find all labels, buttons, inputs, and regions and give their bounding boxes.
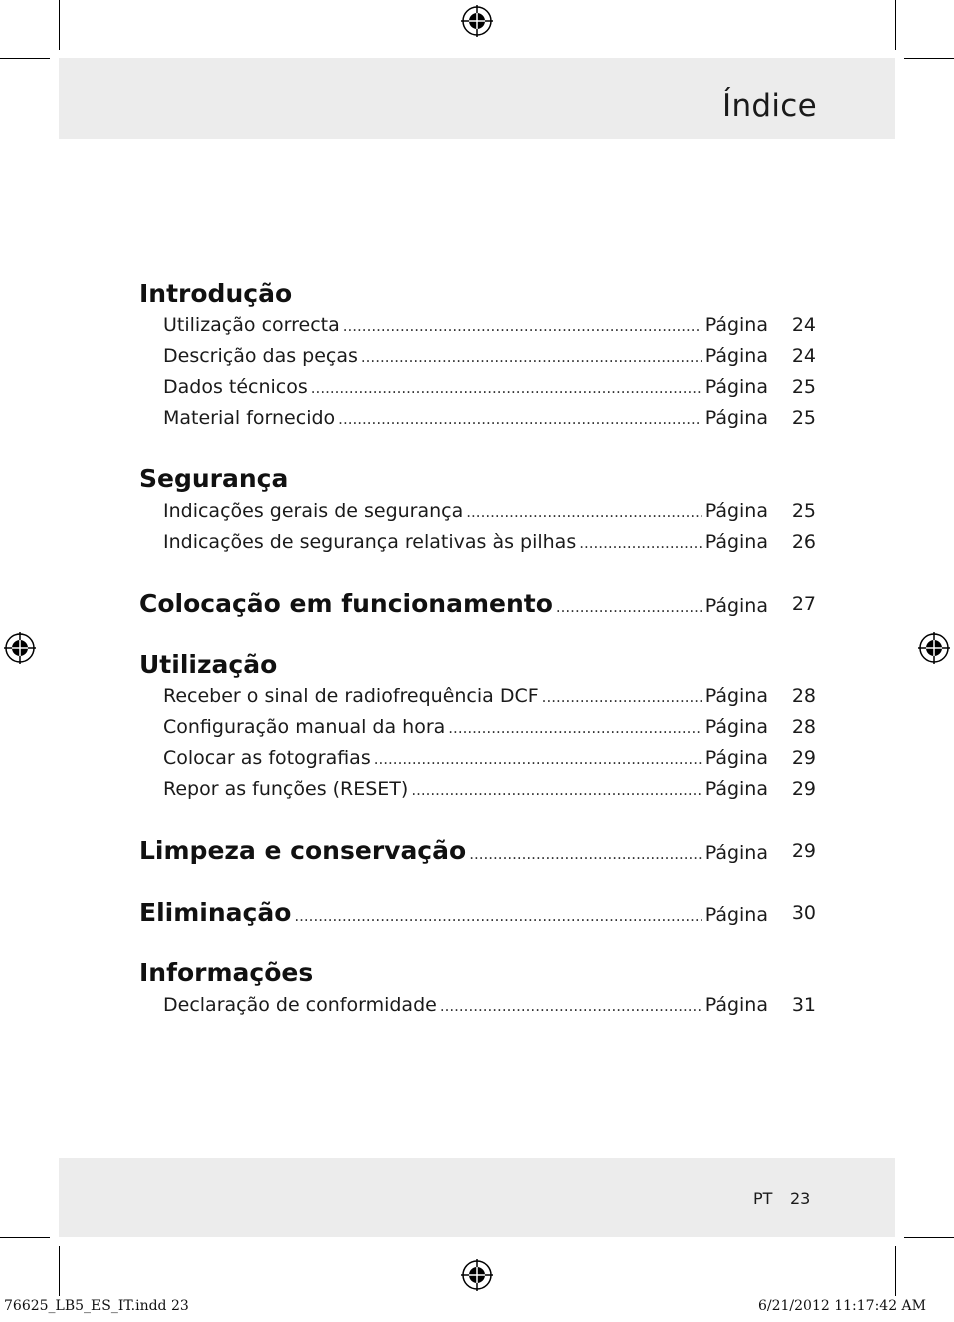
toc-entry-label: Declaração de conformidade (163, 994, 437, 1016)
dot-leader (411, 781, 701, 799)
section-heading-seguranca: Segurança (139, 464, 289, 493)
dot-leader (556, 598, 702, 616)
section-heading-utilizacao: Utilização (139, 650, 278, 679)
page-word: Página (704, 376, 768, 398)
toc-entry[interactable] (163, 716, 768, 742)
page-word: Página (704, 842, 768, 864)
toc-entry[interactable] (163, 778, 768, 804)
dot-leader (466, 503, 701, 521)
toc-entry[interactable] (163, 685, 768, 711)
dot-leader (338, 410, 702, 428)
page-word: Página (704, 994, 768, 1016)
toc-entry-label: Receber o sinal de radiofrequência DCF (163, 685, 539, 707)
toc-entry-label: Dados técnicos (163, 376, 308, 398)
toc-entry[interactable] (163, 500, 768, 526)
toc-entry-label: Colocar as fotografias (163, 747, 371, 769)
page-word: Página (704, 747, 768, 769)
toc-entry[interactable] (163, 531, 768, 557)
toc-page-number: 25 (791, 376, 816, 398)
toc-page-number: 27 (791, 593, 816, 615)
toc-entry[interactable] (163, 747, 768, 773)
section-heading-informacoes: Informações (139, 958, 314, 987)
toc-entry-label: Indicações de segurança relativas às pilhas (163, 531, 577, 553)
toc-entry-eliminacao[interactable] (139, 898, 768, 934)
dot-leader (469, 845, 702, 863)
dot-leader (448, 719, 701, 737)
toc-entry[interactable] (163, 376, 768, 402)
toc-page-number: 25 (791, 407, 816, 429)
page-word: Página (704, 685, 768, 707)
toc-page-number: 25 (791, 500, 816, 522)
print-slug-file: 76625_LB5_ES_IT.indd 23 (4, 1298, 189, 1314)
toc-page-number: 24 (791, 345, 816, 367)
toc-entry[interactable] (163, 407, 768, 433)
toc-page-number: 29 (791, 747, 816, 769)
page-word: Página (704, 314, 768, 336)
page-word: Página (704, 716, 768, 738)
toc-entry[interactable] (163, 345, 768, 371)
dot-leader (361, 348, 702, 366)
toc-page-number: 28 (791, 716, 816, 738)
dot-leader (542, 688, 702, 706)
print-slug-timestamp: 6/21/2012 11:17:42 AM (757, 1298, 926, 1314)
section-heading-introducao: Introdução (139, 279, 293, 308)
dot-leader (579, 534, 701, 552)
toc-page-number: 30 (791, 902, 816, 924)
dot-leader (343, 317, 702, 335)
page-word: Página (704, 407, 768, 429)
footer-language: PT (753, 1189, 773, 1208)
page-word: Página (704, 345, 768, 367)
toc-entry-label: Indicações gerais de segurança (163, 500, 464, 522)
section-heading-colocacao: Colocação em funcionamento (139, 589, 553, 618)
toc-page-number: 31 (791, 994, 816, 1016)
page-title: Índice (722, 88, 817, 124)
toc-entry-label: Descrição das peças (163, 345, 358, 367)
section-heading-limpeza: Limpeza e conservação (139, 836, 467, 865)
toc-entry-label: Configuração manual da hora (163, 716, 446, 738)
toc-entry-label: Material fornecido (163, 407, 336, 429)
toc-page-number: 29 (791, 778, 816, 800)
toc-entry-label: Repor as funções (RESET) (163, 778, 409, 800)
footer-page-number: 23 (790, 1189, 811, 1208)
toc-entry-label: Utilização correcta (163, 314, 340, 336)
toc-entry-limpeza[interactable] (139, 836, 768, 872)
toc-page-number: 29 (791, 840, 816, 862)
page-word: Página (704, 904, 768, 926)
dot-leader (374, 750, 702, 768)
page-word: Página (704, 778, 768, 800)
toc-page-number: 28 (791, 685, 816, 707)
toc-page-number: 26 (791, 531, 816, 553)
toc-entry[interactable] (163, 994, 768, 1020)
dot-leader (294, 907, 701, 925)
page-word: Página (704, 531, 768, 553)
dot-leader (440, 997, 702, 1015)
toc-page-number: 24 (791, 314, 816, 336)
toc-entry-colocacao[interactable] (139, 589, 768, 625)
toc-entry[interactable] (163, 314, 768, 340)
page-word: Página (704, 595, 768, 617)
page-word: Página (704, 500, 768, 522)
section-heading-eliminacao: Eliminação (139, 898, 292, 927)
dot-leader (311, 379, 702, 397)
